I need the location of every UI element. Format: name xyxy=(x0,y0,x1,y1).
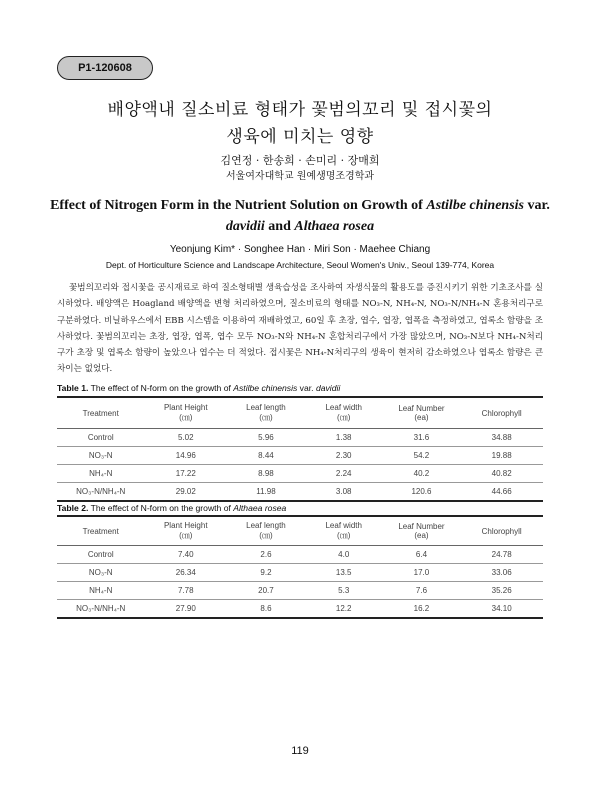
abstract-text: 꽃범의꼬리와 접시꽃을 공시재료로 하여 질소형태별 생육습성을 조사하여 자생식물의 활용도를 증진시키기 위한 기초조사를 실시하였다. 배양액은 Hoagland 배양액을 변형 처리하였으며, 질소비료의 형태를 NO₃-N, NH₄-N, NO₃-N/NH₄-N 혼용처리구로 구분하였다. 비닐하우스에서 EBB 시스템을 이용하여 재배하였고, 60일 후 초장, 엽수, 엽장, 엽폭을 측정하였고, 엽록소 함량을 조사하였다. 꽃범의꼬리는 초장, 엽장, 엽폭, 엽수 모두 NO₃-N와 NH₄-N 혼합처리구에서 가장 많았으며, NO₃-N보다 NH₄-N처리구가 초장 및 엽록소 함량이 높았으나 엽수는 더 적었다. 접시꽃은 NH₄-N처리구의 생육이 현저히 감소하였으나 엽록소 함량은 큰 차이는 없었다. xyxy=(57,283,543,375)
table-header-row xyxy=(57,397,543,429)
header-label: Plant Height xyxy=(163,521,208,530)
korean-affiliation: 서울여자대학교 원예생명조경학과 xyxy=(225,171,375,182)
header-label: Treatment xyxy=(82,408,119,418)
table-cell: 40.82 xyxy=(460,465,543,483)
table-cell: NO₃-N xyxy=(57,564,144,582)
table-row xyxy=(57,600,543,619)
english-title-species-1: Astilbe chinensis xyxy=(426,198,524,213)
table-cell: 19.88 xyxy=(460,447,543,465)
header-cell xyxy=(305,516,383,546)
table-cell: 2.30 xyxy=(305,447,383,465)
table-1-caption-variety: davidii xyxy=(315,383,341,393)
table-2 xyxy=(57,515,543,619)
table-2-caption-species: Althaea rosea xyxy=(233,503,287,513)
table-cell: Control xyxy=(57,429,144,447)
table-cell: 35.26 xyxy=(460,582,543,600)
header-unit: (㎝) xyxy=(179,531,193,540)
table-cell: 33.06 xyxy=(460,564,543,582)
table-cell: 34.10 xyxy=(460,600,543,619)
table-row xyxy=(57,582,543,600)
table-cell: 7.40 xyxy=(144,546,227,564)
header-label: Treatment xyxy=(82,526,119,536)
poster-id-badge: P1-120608 xyxy=(57,56,153,80)
header-cell xyxy=(305,397,383,429)
table-cell: 8.6 xyxy=(227,600,305,619)
table-row xyxy=(57,564,543,582)
korean-title-line-2: 생육에 미치는 영향 xyxy=(226,127,374,147)
header-cell xyxy=(460,397,543,429)
table-2-label: Table 2. xyxy=(57,503,89,513)
table-1-caption-text: The effect of N-form on the growth of xyxy=(88,383,234,393)
header-unit: (㎝) xyxy=(337,531,351,540)
table-cell: 8.98 xyxy=(227,465,305,483)
table-cell: 24.78 xyxy=(460,546,543,564)
english-authors: Yeonjung Kim* · Songhee Han · Miri Son · Maehee Chiang xyxy=(169,244,431,255)
table-cell: 7.78 xyxy=(144,582,227,600)
table-cell: 14.96 xyxy=(144,447,227,465)
table-row xyxy=(57,429,543,447)
header-unit: (㎝) xyxy=(179,413,193,422)
header-label: Leaf Number xyxy=(398,522,445,531)
table-cell: 34.88 xyxy=(460,429,543,447)
table-cell: NO₃-N/NH₄-N xyxy=(57,600,144,619)
table-cell: 44.66 xyxy=(460,483,543,502)
table-2-caption xyxy=(57,503,286,513)
header-cell xyxy=(144,397,227,429)
table-cell: 16.2 xyxy=(383,600,461,619)
header-cell xyxy=(144,516,227,546)
table-1-caption-tail: var. xyxy=(297,383,316,393)
header-cell xyxy=(227,516,305,546)
table-cell: NO₃-N/NH₄-N xyxy=(57,483,144,502)
english-title xyxy=(40,195,560,237)
header-label: Chlorophyll xyxy=(481,526,522,536)
table-cell: 4.0 xyxy=(305,546,383,564)
header-cell xyxy=(57,516,144,546)
header-label: Leaf width xyxy=(325,521,362,530)
header-label: Chlorophyll xyxy=(481,408,522,418)
table-cell: NH₄-N xyxy=(57,465,144,483)
table-cell: NO₃-N xyxy=(57,447,144,465)
table-cell: 5.3 xyxy=(305,582,383,600)
table-cell: 11.98 xyxy=(227,483,305,502)
korean-authors: 김연정 · 한송희 · 손미리 · 장매희 xyxy=(220,154,380,167)
table-cell: 17.0 xyxy=(383,564,461,582)
english-title-part-2: var. xyxy=(524,198,550,213)
header-cell xyxy=(383,516,461,546)
english-title-species-2: Althaea rosea xyxy=(294,219,375,234)
table-cell: 17.22 xyxy=(144,465,227,483)
header-cell xyxy=(57,397,144,429)
table-cell: 54.2 xyxy=(383,447,461,465)
table-cell: 2.24 xyxy=(305,465,383,483)
table-cell: 40.2 xyxy=(383,465,461,483)
table-cell: 9.2 xyxy=(227,564,305,582)
table-2-caption-text: The effect of N-form on the growth of xyxy=(88,503,234,513)
header-cell xyxy=(460,516,543,546)
header-label: Leaf Number xyxy=(398,404,445,413)
table-1-caption-species: Astilbe chinensis xyxy=(233,383,298,393)
english-title-variety: davidii xyxy=(225,219,265,234)
table-cell: 2.6 xyxy=(227,546,305,564)
header-label: Leaf length xyxy=(246,521,286,530)
table-cell: 120.6 xyxy=(383,483,461,502)
korean-title-line-1: 배양액내 질소비료 형태가 꽃범의꼬리 및 접시꽃의 xyxy=(107,100,493,120)
header-label: Plant Height xyxy=(163,403,208,412)
english-title-part-3: and xyxy=(264,219,295,234)
table-cell: 8.44 xyxy=(227,447,305,465)
table-row xyxy=(57,483,543,502)
header-unit: (㎝) xyxy=(259,413,273,422)
table-row xyxy=(57,465,543,483)
table-cell: 13.5 xyxy=(305,564,383,582)
table-cell: 5.96 xyxy=(227,429,305,447)
table-cell: NH₄-N xyxy=(57,582,144,600)
table-cell: 27.90 xyxy=(144,600,227,619)
table-cell: 26.34 xyxy=(144,564,227,582)
table-cell: 7.6 xyxy=(383,582,461,600)
table-cell: 1.38 xyxy=(305,429,383,447)
table-cell: 12.2 xyxy=(305,600,383,619)
page-number: 119 xyxy=(291,745,309,757)
table-cell: 20.7 xyxy=(227,582,305,600)
table-cell: 5.02 xyxy=(144,429,227,447)
header-unit: (ea) xyxy=(414,531,429,540)
english-title-part-1: Effect of Nitrogen Form in the Nutrient Solution on Growth of xyxy=(50,198,427,213)
table-header-row xyxy=(57,516,543,546)
header-cell xyxy=(383,397,461,429)
table-row xyxy=(57,447,543,465)
header-unit: (㎝) xyxy=(259,531,273,540)
table-cell: 3.08 xyxy=(305,483,383,502)
table-cell: 6.4 xyxy=(383,546,461,564)
table-1 xyxy=(57,396,543,502)
header-cell xyxy=(227,397,305,429)
header-label: Leaf width xyxy=(325,403,362,412)
table-row xyxy=(57,546,543,564)
table-cell: 29.02 xyxy=(144,483,227,502)
table-cell: Control xyxy=(57,546,144,564)
abstract xyxy=(57,280,543,378)
header-unit: (㎝) xyxy=(337,413,351,422)
english-department: Dept. of Horticulture Science and Landscape Architecture, Seoul Women's Univ., Seoul 139-774, Korea xyxy=(105,260,495,270)
header-label: Leaf length xyxy=(246,403,286,412)
table-1-caption xyxy=(57,383,340,393)
table-cell: 31.6 xyxy=(383,429,461,447)
table-1-label: Table 1. xyxy=(57,383,89,393)
header-unit: (ea) xyxy=(414,413,429,422)
